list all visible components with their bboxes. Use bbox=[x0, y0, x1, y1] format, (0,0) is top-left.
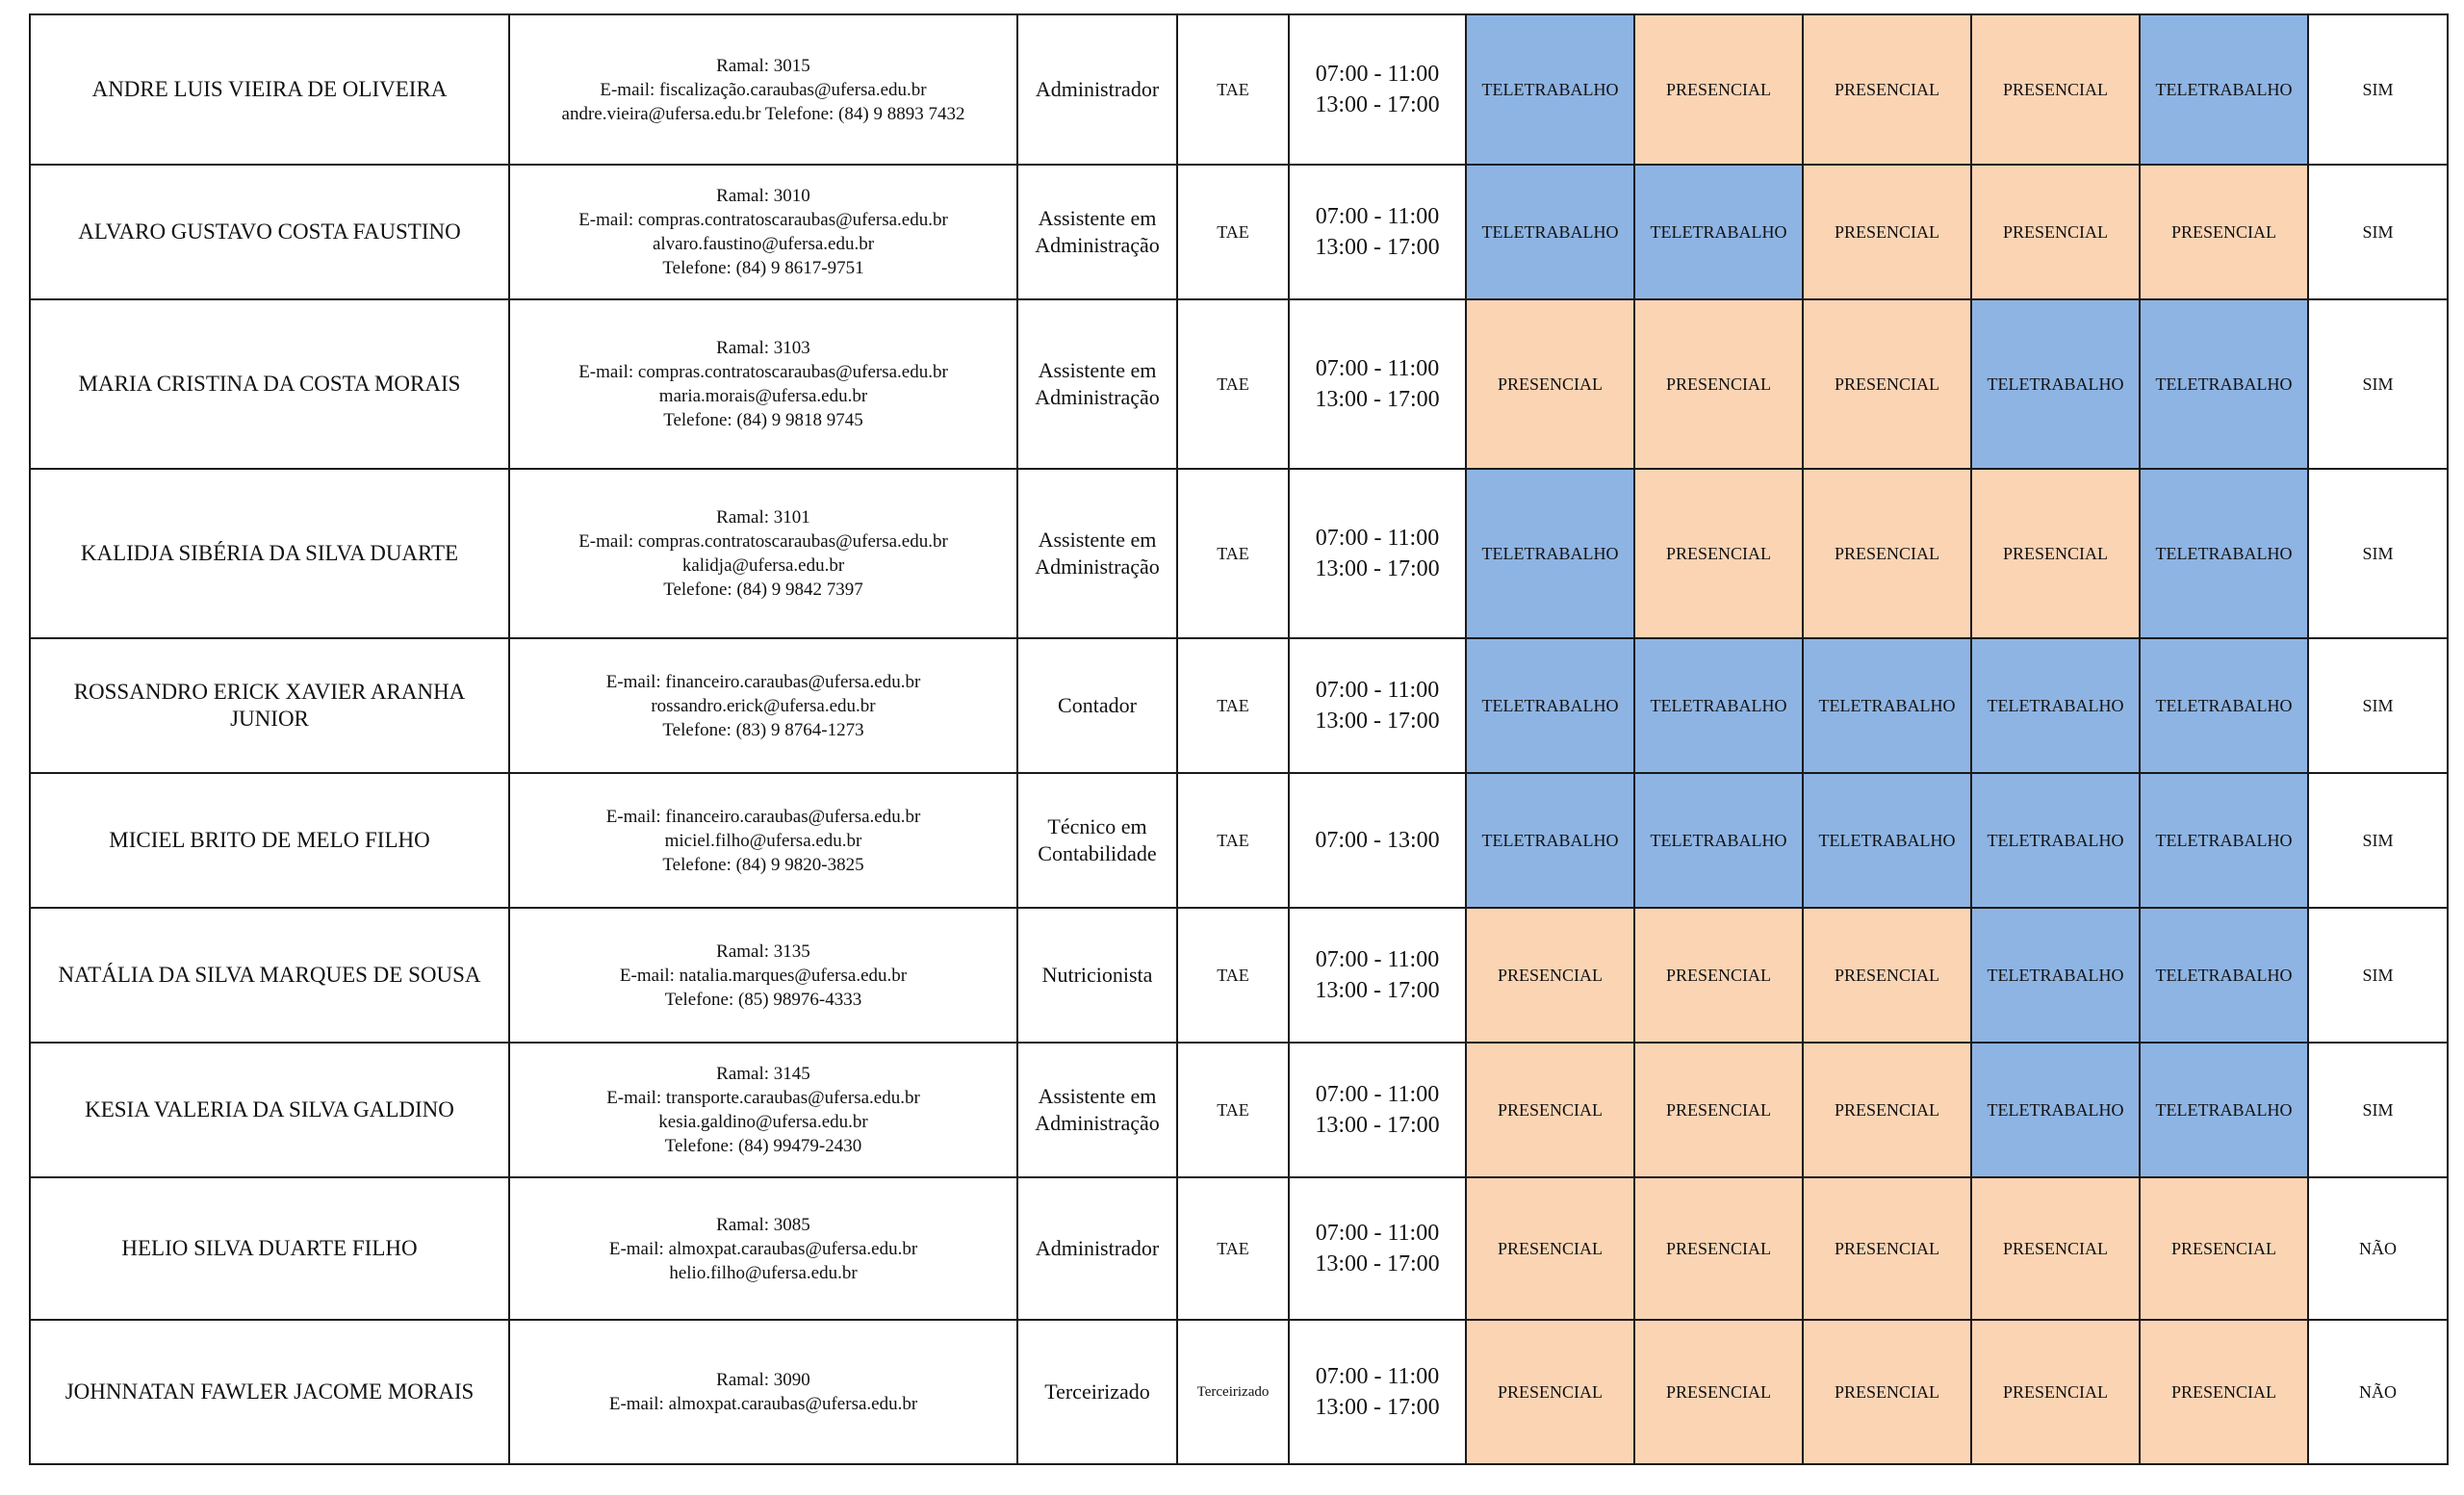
presencial-day-cell: PRESENCIAL bbox=[1803, 1320, 1971, 1464]
teletrabalho-day-cell: TELETRABALHO bbox=[2140, 469, 2308, 638]
role-cell: Administrador bbox=[1017, 14, 1177, 165]
presencial-day-cell: PRESENCIAL bbox=[2140, 165, 2308, 299]
work-hours-cell bbox=[1289, 14, 1466, 165]
employee-name-cell: HELIO SILVA DUARTE FILHO bbox=[30, 1177, 509, 1320]
employee-name-cell: KALIDJA SIBÉRIA DA SILVA DUARTE bbox=[30, 469, 509, 638]
category-cell: Terceirizado bbox=[1177, 1320, 1289, 1464]
status-flag-cell: NÃO bbox=[2308, 1320, 2448, 1464]
contact-line: alvaro.faustino@ufersa.edu.br bbox=[652, 234, 875, 254]
contact-line: E-mail: compras.contratoscaraubas@ufersa.edu.br bbox=[578, 531, 948, 552]
employee-name-cell: JOHNNATAN FAWLER JACOME MORAIS bbox=[30, 1320, 509, 1464]
presencial-day-cell: PRESENCIAL bbox=[1971, 1320, 2140, 1464]
contact-line: E-mail: almoxpat.caraubas@ufersa.edu.br bbox=[608, 1394, 918, 1414]
table-body bbox=[30, 14, 2448, 1464]
presencial-day-cell: PRESENCIAL bbox=[2140, 1320, 2308, 1464]
contact-line: E-mail: almoxpat.caraubas@ufersa.edu.br bbox=[608, 1238, 918, 1259]
contact-cell bbox=[509, 14, 1017, 165]
contact-line: Ramal: 3090 bbox=[716, 1370, 810, 1390]
work-hours-cell bbox=[1289, 299, 1466, 469]
contact-cell bbox=[509, 299, 1017, 469]
contact-line: Ramal: 3103 bbox=[716, 338, 810, 358]
contact-line: E-mail: fiscalização.caraubas@ufersa.edu.br bbox=[600, 79, 927, 100]
hours-line: 07:00 - 11:00 bbox=[1315, 356, 1440, 381]
presencial-day-cell: PRESENCIAL bbox=[1803, 299, 1971, 469]
employee-name-cell: ROSSANDRO ERICK XAVIER ARANHA JUNIOR bbox=[30, 638, 509, 773]
status-flag-cell: SIM bbox=[2308, 165, 2448, 299]
hours-line: 13:00 - 17:00 bbox=[1315, 387, 1440, 412]
category-cell: TAE bbox=[1177, 14, 1289, 165]
presencial-day-cell: PRESENCIAL bbox=[1466, 1320, 1634, 1464]
table-row bbox=[30, 165, 2448, 299]
employee-name-cell: KESIA VALERIA DA SILVA GALDINO bbox=[30, 1043, 509, 1177]
contact-line: E-mail: financeiro.caraubas@ufersa.edu.br bbox=[605, 806, 921, 827]
employee-name-cell: MARIA CRISTINA DA COSTA MORAIS bbox=[30, 299, 509, 469]
contact-line: Ramal: 3145 bbox=[716, 1064, 810, 1084]
hours-line: 13:00 - 17:00 bbox=[1315, 1251, 1440, 1276]
hours-line: 07:00 - 11:00 bbox=[1315, 678, 1440, 703]
work-hours-cell bbox=[1289, 1043, 1466, 1177]
hours-line: 07:00 - 11:00 bbox=[1315, 1221, 1440, 1246]
contact-line: E-mail: compras.contratoscaraubas@ufersa.edu.br bbox=[578, 362, 948, 382]
status-flag-cell: SIM bbox=[2308, 638, 2448, 773]
work-hours-cell bbox=[1289, 1177, 1466, 1320]
contact-line: Telefone: (85) 98976-4333 bbox=[664, 989, 862, 1010]
presencial-day-cell: PRESENCIAL bbox=[1803, 469, 1971, 638]
teletrabalho-day-cell: TELETRABALHO bbox=[2140, 908, 2308, 1043]
teletrabalho-day-cell: TELETRABALHO bbox=[1634, 638, 1803, 773]
contact-cell bbox=[509, 469, 1017, 638]
contact-cell bbox=[509, 1177, 1017, 1320]
contact-line: helio.filho@ufersa.edu.br bbox=[669, 1262, 858, 1283]
staff-schedule-table bbox=[29, 13, 2449, 1465]
role-cell: Contador bbox=[1017, 638, 1177, 773]
contact-cell bbox=[509, 908, 1017, 1043]
table-row bbox=[30, 1320, 2448, 1464]
teletrabalho-day-cell: TELETRABALHO bbox=[1803, 773, 1971, 908]
table-row bbox=[30, 469, 2448, 638]
contact-line: Ramal: 3010 bbox=[716, 186, 810, 206]
presencial-day-cell: PRESENCIAL bbox=[1971, 1177, 2140, 1320]
role-cell: Assistente em Administração bbox=[1017, 469, 1177, 638]
status-flag-cell: SIM bbox=[2308, 1043, 2448, 1177]
contact-line: Telefone: (83) 9 8764-1273 bbox=[662, 719, 864, 740]
status-flag-cell: SIM bbox=[2308, 773, 2448, 908]
teletrabalho-day-cell: TELETRABALHO bbox=[1466, 638, 1634, 773]
presencial-day-cell: PRESENCIAL bbox=[1971, 14, 2140, 165]
role-cell: Assistente em Administração bbox=[1017, 165, 1177, 299]
contact-line: Ramal: 3135 bbox=[716, 941, 810, 962]
teletrabalho-day-cell: TELETRABALHO bbox=[1803, 638, 1971, 773]
category-cell: TAE bbox=[1177, 469, 1289, 638]
contact-line: E-mail: compras.contratoscaraubas@ufersa.edu.br bbox=[578, 210, 948, 230]
hours-line: 13:00 - 17:00 bbox=[1315, 235, 1440, 260]
contact-line: kesia.galdino@ufersa.edu.br bbox=[658, 1112, 868, 1132]
table-row bbox=[30, 1043, 2448, 1177]
hours-line: 07:00 - 11:00 bbox=[1315, 947, 1440, 972]
contact-line: Telefone: (84) 99479-2430 bbox=[664, 1136, 862, 1156]
category-cell: TAE bbox=[1177, 638, 1289, 773]
teletrabalho-day-cell: TELETRABALHO bbox=[1634, 773, 1803, 908]
presencial-day-cell: PRESENCIAL bbox=[1971, 469, 2140, 638]
teletrabalho-day-cell: TELETRABALHO bbox=[1971, 638, 2140, 773]
work-hours-cell bbox=[1289, 638, 1466, 773]
table-row bbox=[30, 638, 2448, 773]
contact-cell bbox=[509, 1320, 1017, 1464]
contact-cell bbox=[509, 638, 1017, 773]
role-cell: Assistente em Administração bbox=[1017, 1043, 1177, 1177]
teletrabalho-day-cell: TELETRABALHO bbox=[2140, 14, 2308, 165]
work-hours-cell bbox=[1289, 1320, 1466, 1464]
hours-line: 13:00 - 17:00 bbox=[1315, 1113, 1440, 1138]
teletrabalho-day-cell: TELETRABALHO bbox=[2140, 1043, 2308, 1177]
teletrabalho-day-cell: TELETRABALHO bbox=[1466, 14, 1634, 165]
role-cell: Nutricionista bbox=[1017, 908, 1177, 1043]
presencial-day-cell: PRESENCIAL bbox=[1803, 14, 1971, 165]
role-cell: Terceirizado bbox=[1017, 1320, 1177, 1464]
presencial-day-cell: PRESENCIAL bbox=[1803, 908, 1971, 1043]
presencial-day-cell: PRESENCIAL bbox=[1466, 1177, 1634, 1320]
hours-line: 07:00 - 11:00 bbox=[1315, 1364, 1440, 1389]
presencial-day-cell: PRESENCIAL bbox=[2140, 1177, 2308, 1320]
category-cell: TAE bbox=[1177, 908, 1289, 1043]
hours-line: 13:00 - 17:00 bbox=[1315, 92, 1440, 117]
presencial-day-cell: PRESENCIAL bbox=[1634, 299, 1803, 469]
hours-line: 13:00 - 17:00 bbox=[1315, 978, 1440, 1003]
teletrabalho-day-cell: TELETRABALHO bbox=[1634, 165, 1803, 299]
teletrabalho-day-cell: TELETRABALHO bbox=[1466, 469, 1634, 638]
hours-line: 07:00 - 11:00 bbox=[1315, 526, 1440, 551]
presencial-day-cell: PRESENCIAL bbox=[1803, 1177, 1971, 1320]
contact-line: andre.vieira@ufersa.edu.br Telefone: (84) 9 8893 7432 bbox=[561, 103, 965, 124]
contact-line: E-mail: natalia.marques@ufersa.edu.br bbox=[619, 965, 908, 986]
employee-name-cell: NATÁLIA DA SILVA MARQUES DE SOUSA bbox=[30, 908, 509, 1043]
presencial-day-cell: PRESENCIAL bbox=[1971, 165, 2140, 299]
presencial-day-cell: PRESENCIAL bbox=[1466, 299, 1634, 469]
teletrabalho-day-cell: TELETRABALHO bbox=[2140, 299, 2308, 469]
teletrabalho-day-cell: TELETRABALHO bbox=[1971, 1043, 2140, 1177]
table-row bbox=[30, 14, 2448, 165]
work-hours-cell bbox=[1289, 469, 1466, 638]
teletrabalho-day-cell: TELETRABALHO bbox=[2140, 773, 2308, 908]
presencial-day-cell: PRESENCIAL bbox=[1634, 1177, 1803, 1320]
presencial-day-cell: PRESENCIAL bbox=[1466, 1043, 1634, 1177]
contact-line: Ramal: 3101 bbox=[716, 507, 810, 528]
contact-cell bbox=[509, 773, 1017, 908]
employee-name-cell: MICIEL BRITO DE MELO FILHO bbox=[30, 773, 509, 908]
contact-line: Telefone: (84) 9 9818 9745 bbox=[663, 410, 863, 430]
hours-line: 07:00 - 11:00 bbox=[1315, 204, 1440, 229]
role-cell: Administrador bbox=[1017, 1177, 1177, 1320]
work-hours-cell bbox=[1289, 165, 1466, 299]
category-cell: TAE bbox=[1177, 165, 1289, 299]
status-flag-cell: SIM bbox=[2308, 469, 2448, 638]
table-row bbox=[30, 908, 2448, 1043]
contact-line: Ramal: 3015 bbox=[716, 55, 810, 76]
contact-line: Telefone: (84) 9 8617-9751 bbox=[662, 258, 864, 278]
contact-line: rossandro.erick@ufersa.edu.br bbox=[651, 695, 876, 716]
status-flag-cell: SIM bbox=[2308, 908, 2448, 1043]
teletrabalho-day-cell: TELETRABALHO bbox=[2140, 638, 2308, 773]
contact-line: E-mail: transporte.caraubas@ufersa.edu.br bbox=[606, 1088, 920, 1108]
contact-cell bbox=[509, 1043, 1017, 1177]
hours-line: 13:00 - 17:00 bbox=[1315, 556, 1440, 581]
table-row bbox=[30, 773, 2448, 908]
status-flag-cell: SIM bbox=[2308, 299, 2448, 469]
hours-line: 07:00 - 11:00 bbox=[1315, 1082, 1440, 1107]
employee-name-cell: ALVARO GUSTAVO COSTA FAUSTINO bbox=[30, 165, 509, 299]
employee-name-cell: ANDRE LUIS VIEIRA DE OLIVEIRA bbox=[30, 14, 509, 165]
contact-line: Telefone: (84) 9 9842 7397 bbox=[663, 580, 863, 600]
table-row bbox=[30, 299, 2448, 469]
presencial-day-cell: PRESENCIAL bbox=[1803, 1043, 1971, 1177]
category-cell: TAE bbox=[1177, 299, 1289, 469]
presencial-day-cell: PRESENCIAL bbox=[1634, 1320, 1803, 1464]
presencial-day-cell: PRESENCIAL bbox=[1634, 469, 1803, 638]
contact-line: miciel.filho@ufersa.edu.br bbox=[664, 830, 862, 851]
contact-line: kalidja@ufersa.edu.br bbox=[681, 555, 845, 576]
category-cell: TAE bbox=[1177, 773, 1289, 908]
contact-cell bbox=[509, 165, 1017, 299]
teletrabalho-day-cell: TELETRABALHO bbox=[1971, 908, 2140, 1043]
teletrabalho-day-cell: TELETRABALHO bbox=[1466, 773, 1634, 908]
category-cell: TAE bbox=[1177, 1043, 1289, 1177]
status-flag-cell: SIM bbox=[2308, 14, 2448, 165]
work-hours-cell bbox=[1289, 773, 1466, 908]
presencial-day-cell: PRESENCIAL bbox=[1634, 1043, 1803, 1177]
contact-line: Ramal: 3085 bbox=[716, 1214, 810, 1235]
presencial-day-cell: PRESENCIAL bbox=[1803, 165, 1971, 299]
presencial-day-cell: PRESENCIAL bbox=[1634, 14, 1803, 165]
hours-line: 13:00 - 17:00 bbox=[1315, 709, 1440, 734]
hours-line: 13:00 - 17:00 bbox=[1315, 1395, 1440, 1420]
contact-line: E-mail: financeiro.caraubas@ufersa.edu.br bbox=[605, 671, 921, 692]
role-cell: Assistente em Administração bbox=[1017, 299, 1177, 469]
contact-line: maria.morais@ufersa.edu.br bbox=[658, 386, 868, 406]
hours-line: 07:00 - 11:00 bbox=[1315, 62, 1440, 87]
presencial-day-cell: PRESENCIAL bbox=[1466, 908, 1634, 1043]
teletrabalho-day-cell: TELETRABALHO bbox=[1971, 299, 2140, 469]
work-hours-cell bbox=[1289, 908, 1466, 1043]
presencial-day-cell: PRESENCIAL bbox=[1634, 908, 1803, 1043]
hours-line: 07:00 - 13:00 bbox=[1315, 828, 1440, 853]
category-cell: TAE bbox=[1177, 1177, 1289, 1320]
teletrabalho-day-cell: TELETRABALHO bbox=[1971, 773, 2140, 908]
teletrabalho-day-cell: TELETRABALHO bbox=[1466, 165, 1634, 299]
role-cell: Técnico em Contabilidade bbox=[1017, 773, 1177, 908]
contact-line: Telefone: (84) 9 9820-3825 bbox=[662, 854, 864, 875]
table-row bbox=[30, 1177, 2448, 1320]
status-flag-cell: NÃO bbox=[2308, 1177, 2448, 1320]
